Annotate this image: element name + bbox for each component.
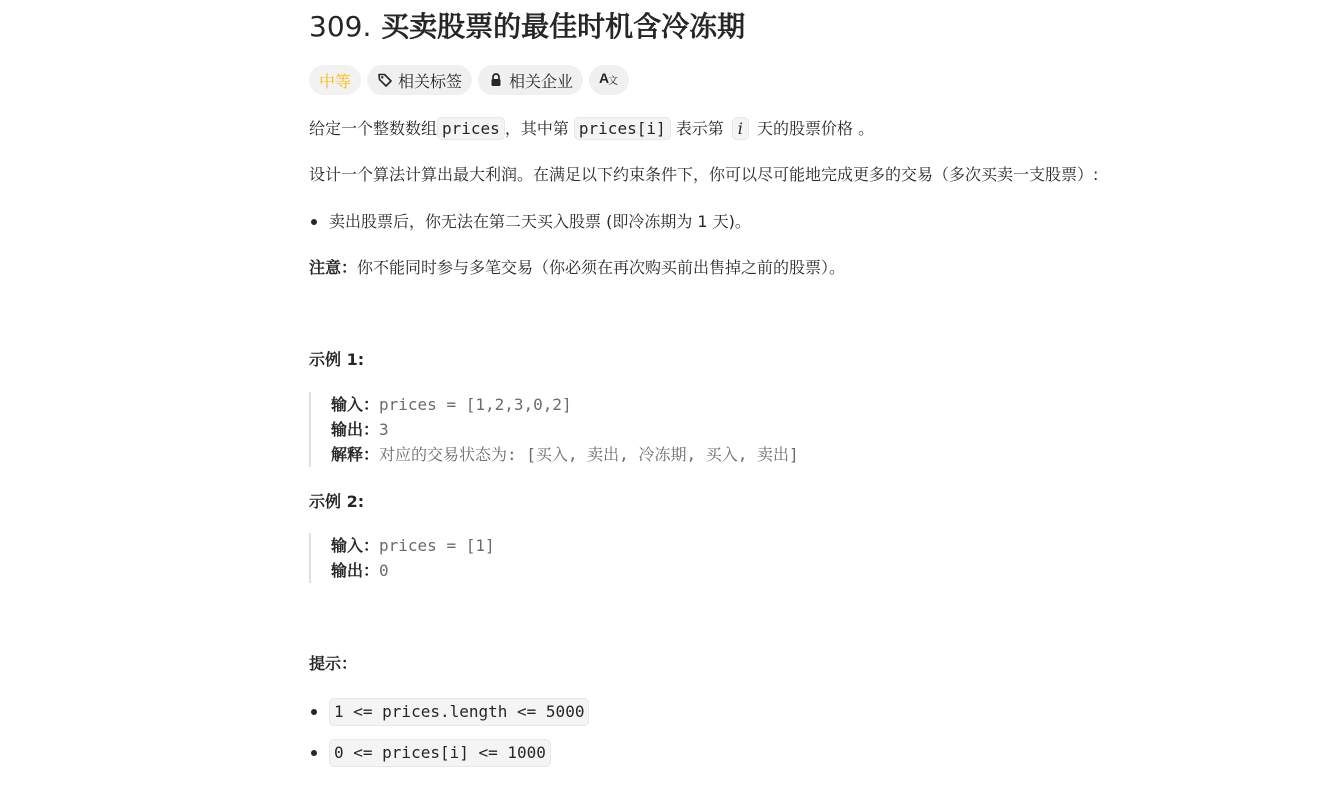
inline-code-prices-i: prices[i] — [574, 117, 671, 140]
constraints-heading: 提示： — [309, 654, 358, 673]
svg-text:文: 文 — [608, 76, 619, 86]
note-text: 你不能同时参与多笔交易（你必须在再次购买前出售掉之前的股票）。 — [357, 258, 846, 277]
output-value: 3 — [379, 420, 389, 439]
input-value: prices = [1,2,3,0,2] — [379, 395, 572, 414]
example-1-explain-line — [331, 442, 799, 467]
related-topics-button[interactable] — [367, 65, 472, 95]
explain-value: 对应的交易状态为: [买入, 卖出, 冷冻期, 买入, 卖出] — [379, 445, 799, 464]
output-label: 输出： — [331, 561, 380, 580]
svg-text:A: A — [599, 70, 610, 86]
constraint-item — [309, 698, 589, 726]
example-2-block — [309, 533, 495, 583]
constraint-rule-item — [309, 210, 751, 234]
constraint-code: 1 <= prices.length <= 5000 — [329, 698, 589, 726]
inline-code-prices: prices — [437, 117, 505, 140]
related-companies-button[interactable] — [478, 65, 583, 95]
desc-text: 给定一个整数数组 — [309, 119, 438, 138]
note-paragraph — [309, 256, 845, 280]
output-label: 输出： — [331, 420, 380, 439]
problem-number: 309. — [309, 10, 372, 43]
desc-text: ，其中第 — [504, 119, 574, 138]
bullet-dot — [311, 709, 317, 715]
desc-text: 表示第 — [670, 119, 729, 138]
description-paragraph-1 — [309, 117, 874, 141]
problem-title-text: 买卖股票的最佳时机含冷冻期 — [381, 10, 746, 43]
desc-text: 天的股票价格 。 — [751, 119, 875, 138]
translate-icon — [599, 70, 619, 90]
problem-title[interactable] — [309, 8, 745, 46]
explain-label: 解释： — [331, 445, 380, 464]
example-2-input-line — [331, 533, 495, 558]
rule-text: 卖出股票后，你无法在第二天买入股票 (即冷冻期为 1 天)。 — [329, 212, 751, 231]
related-companies-label: 相关企业 — [509, 71, 574, 91]
example-2-heading: 示例 2: — [309, 492, 365, 511]
difficulty-label: 中等 — [319, 71, 352, 91]
related-topics-label: 相关标签 — [398, 71, 463, 91]
input-value: prices = [1] — [379, 536, 495, 555]
difficulty-badge[interactable] — [309, 65, 361, 95]
example-2-output-line — [331, 558, 495, 583]
tag-bar — [309, 65, 629, 95]
bullet-dot — [311, 219, 317, 225]
example-1-heading: 示例 1: — [309, 350, 365, 369]
bullet-dot — [311, 750, 317, 756]
inline-var-i: i — [732, 117, 749, 140]
output-value: 0 — [379, 561, 389, 580]
constraint-item — [309, 739, 551, 767]
lock-icon — [488, 72, 504, 88]
example-1-input-line — [331, 392, 799, 417]
translate-button[interactable] — [589, 65, 629, 95]
example-1-output-line — [331, 417, 799, 442]
tag-icon — [377, 72, 393, 88]
constraint-code: 0 <= prices[i] <= 1000 — [329, 739, 551, 767]
input-label: 输入： — [331, 536, 380, 555]
example-1-block — [309, 392, 799, 467]
note-label: 注意： — [309, 258, 358, 277]
description-paragraph-2: 设计一个算法计算出最大利润。在满足以下约束条件下，你可以尽可能地完成更多的交易（多次买卖一支股票）: — [309, 165, 1099, 184]
input-label: 输入： — [331, 395, 380, 414]
